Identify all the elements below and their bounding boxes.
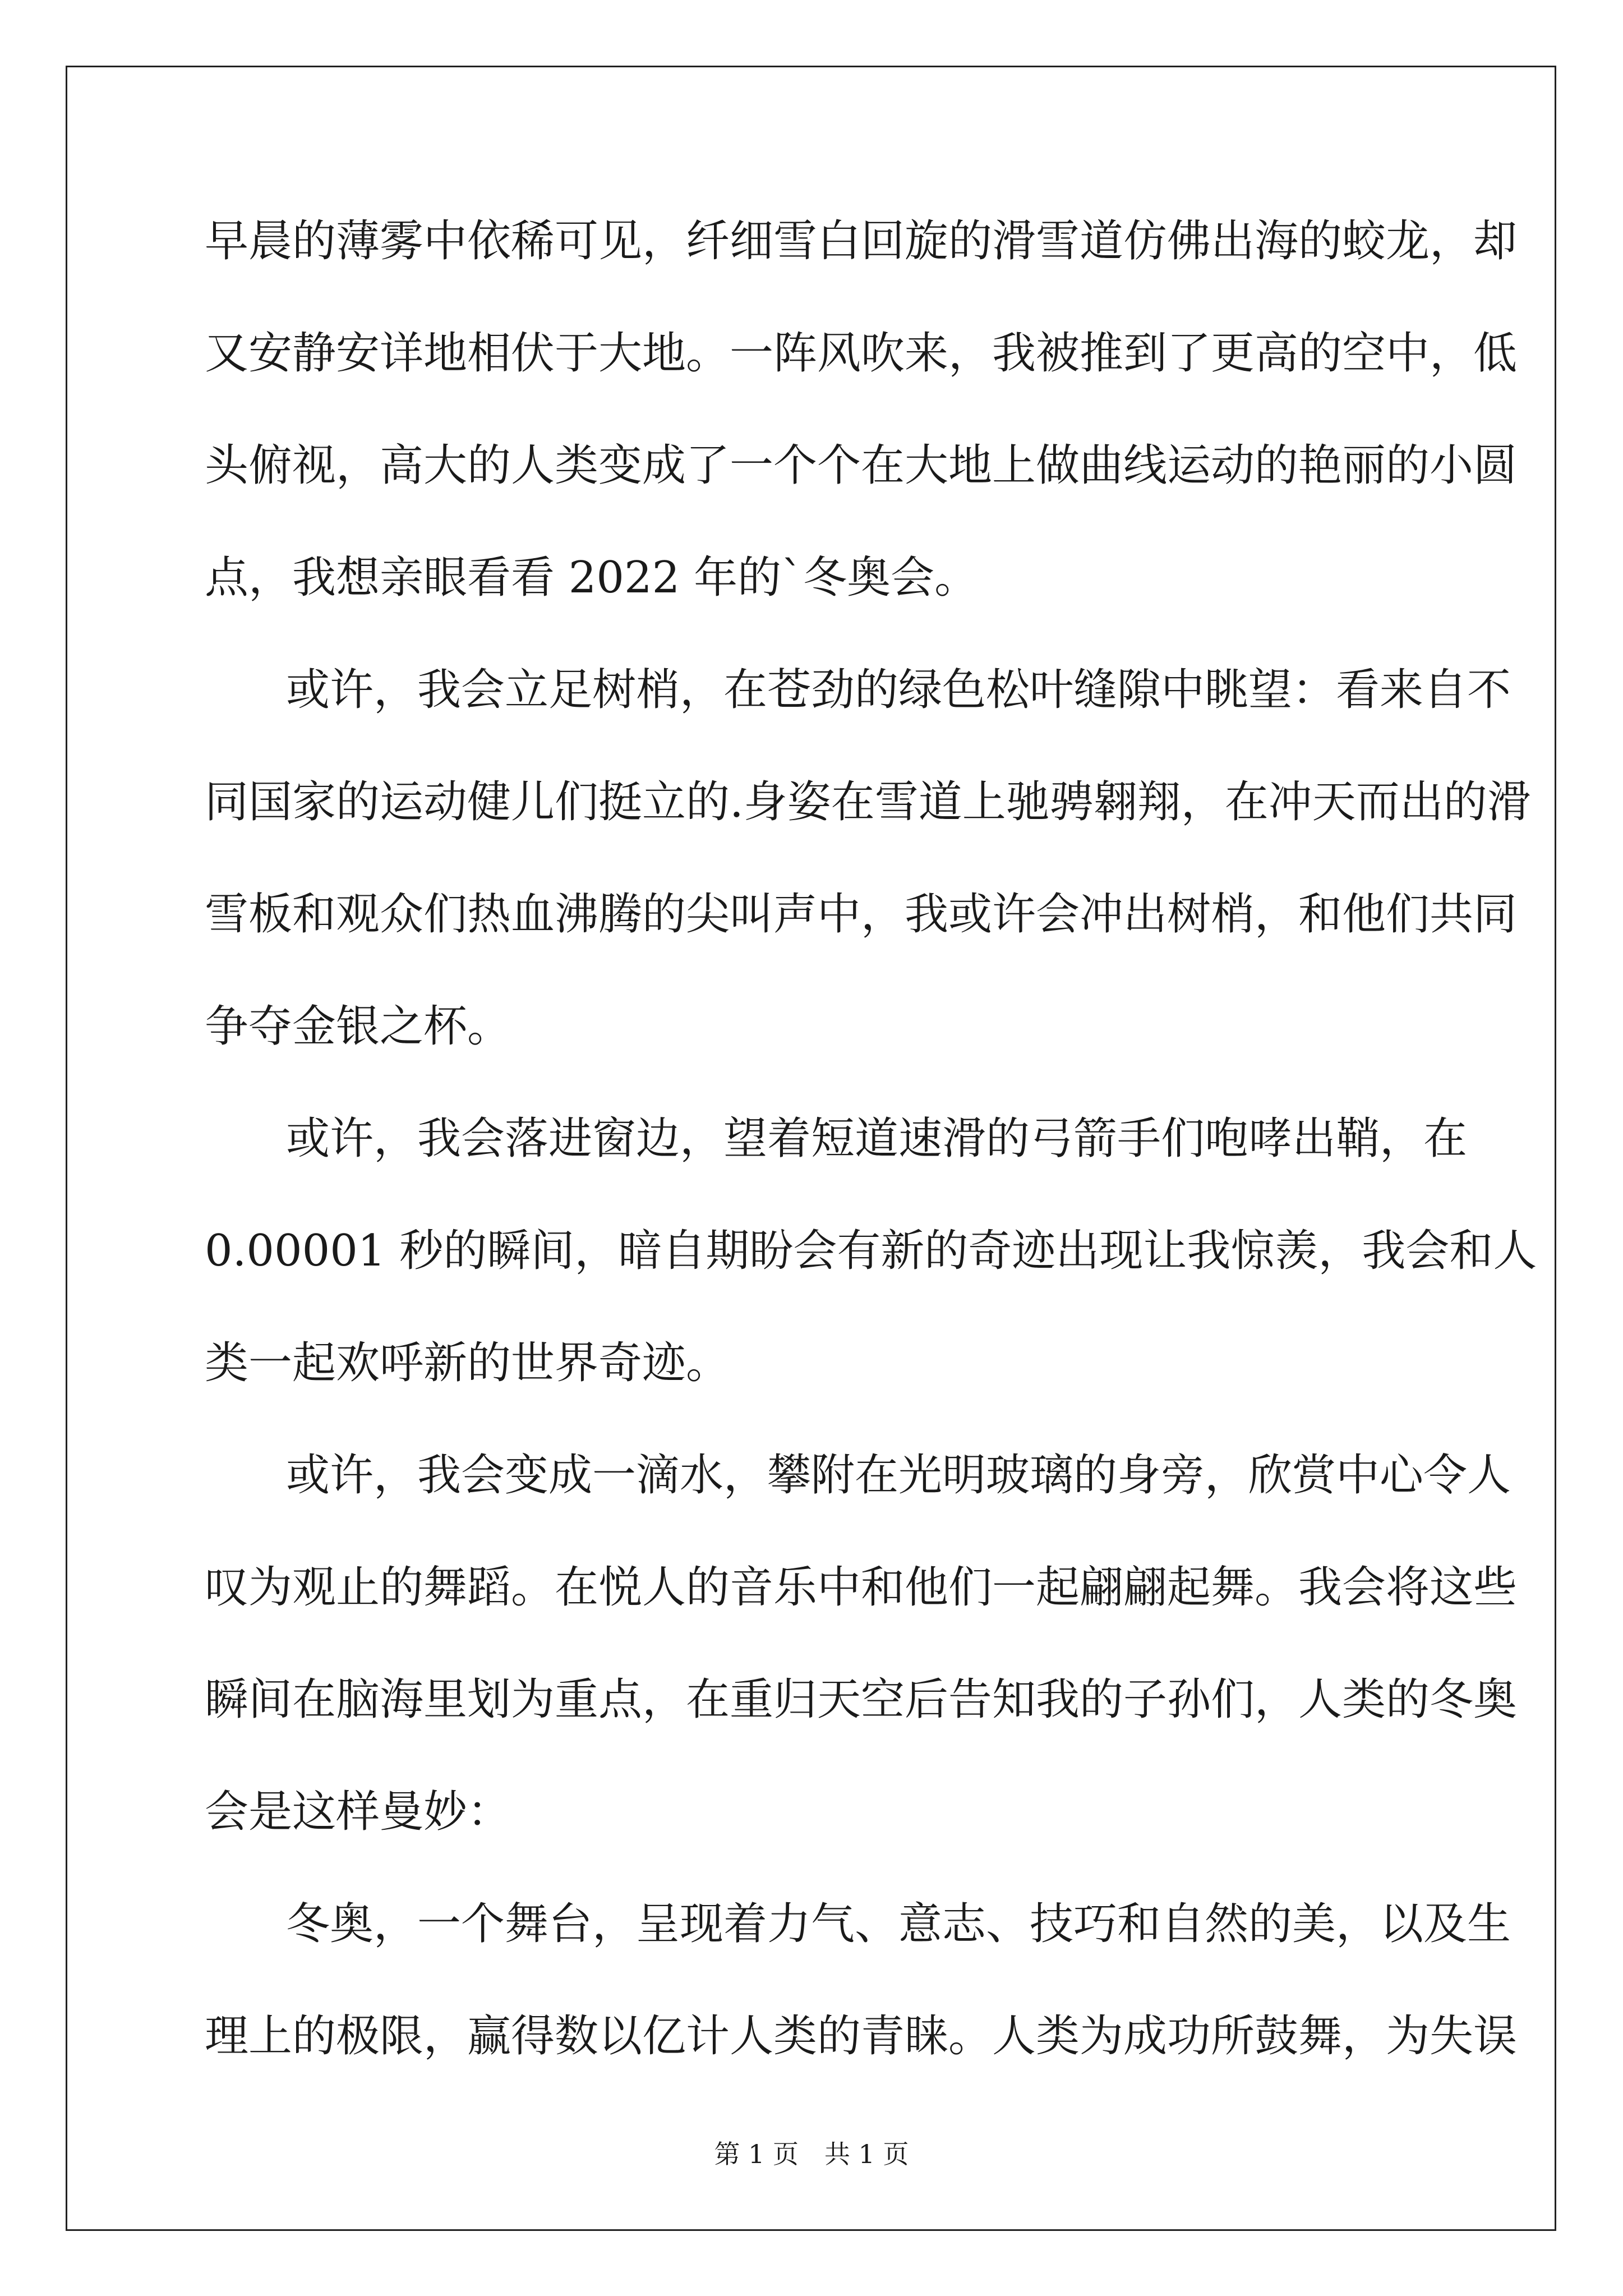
text-line: 冬奥，一个舞台，呈现着力气、意志、技巧和自然的美，以及生 bbox=[286, 1899, 1511, 1949]
page-footer: 第 1 页 共 1 页 bbox=[714, 2139, 909, 2169]
text-line: 头俯视，高大的人类变成了一个个在大地上做曲线运动的艳丽的小圆 bbox=[205, 440, 1518, 491]
text-line: 同国家的运动健儿们挺立的.身姿在雪道上驰骋翱翔，在冲天而出的滑 bbox=[205, 777, 1531, 827]
text-line: 雪板和观众们热血沸腾的尖叫声中，我或许会冲出树梢，和他们共同 bbox=[205, 889, 1518, 940]
text-line: 类一起欢呼新的世界奇迹。 bbox=[205, 1338, 730, 1388]
text-line: 争夺金银之杯。 bbox=[205, 1001, 511, 1052]
text-line: 又安静安详地相伏于大地。一阵风吹来，我被推到了更高的空中，低 bbox=[205, 328, 1518, 379]
text-line: 0.00001 秒的瞬间，暗自期盼会有新的奇迹出现让我惊羡，我会和人 bbox=[205, 1226, 1537, 1276]
text-line: 点，我想亲眼看看 2022 年的`冬奥会。 bbox=[205, 553, 979, 603]
text-line: 或许，我会变成一滴水，攀附在光明玻璃的身旁，欣赏中心令人 bbox=[286, 1450, 1511, 1501]
text-line: 瞬间在脑海里划为重点，在重归天空后告知我的子孙们，人类的冬奥 bbox=[205, 1674, 1518, 1725]
text-line: 早晨的薄雾中依稀可见，纤细雪白回旋的滑雪道仿佛出海的蛟龙，却 bbox=[205, 216, 1518, 266]
text-line: 叹为观止的舞蹈。在悦人的音乐中和他们一起翩翩起舞。我会将这些 bbox=[205, 1562, 1518, 1613]
text-line: 会是这样曼妙： bbox=[205, 1787, 511, 1837]
text-line: 或许，我会立足树梢，在苍劲的绿色松叶缝隙中眺望：看来自不 bbox=[286, 665, 1511, 715]
text-line: 或许，我会落进窗边，望着短道速滑的弓箭手们咆哮出鞘，在 bbox=[286, 1114, 1468, 1164]
text-line: 理上的极限，赢得数以亿计人类的青睐。人类为成功所鼓舞，为失误 bbox=[205, 2011, 1518, 2062]
